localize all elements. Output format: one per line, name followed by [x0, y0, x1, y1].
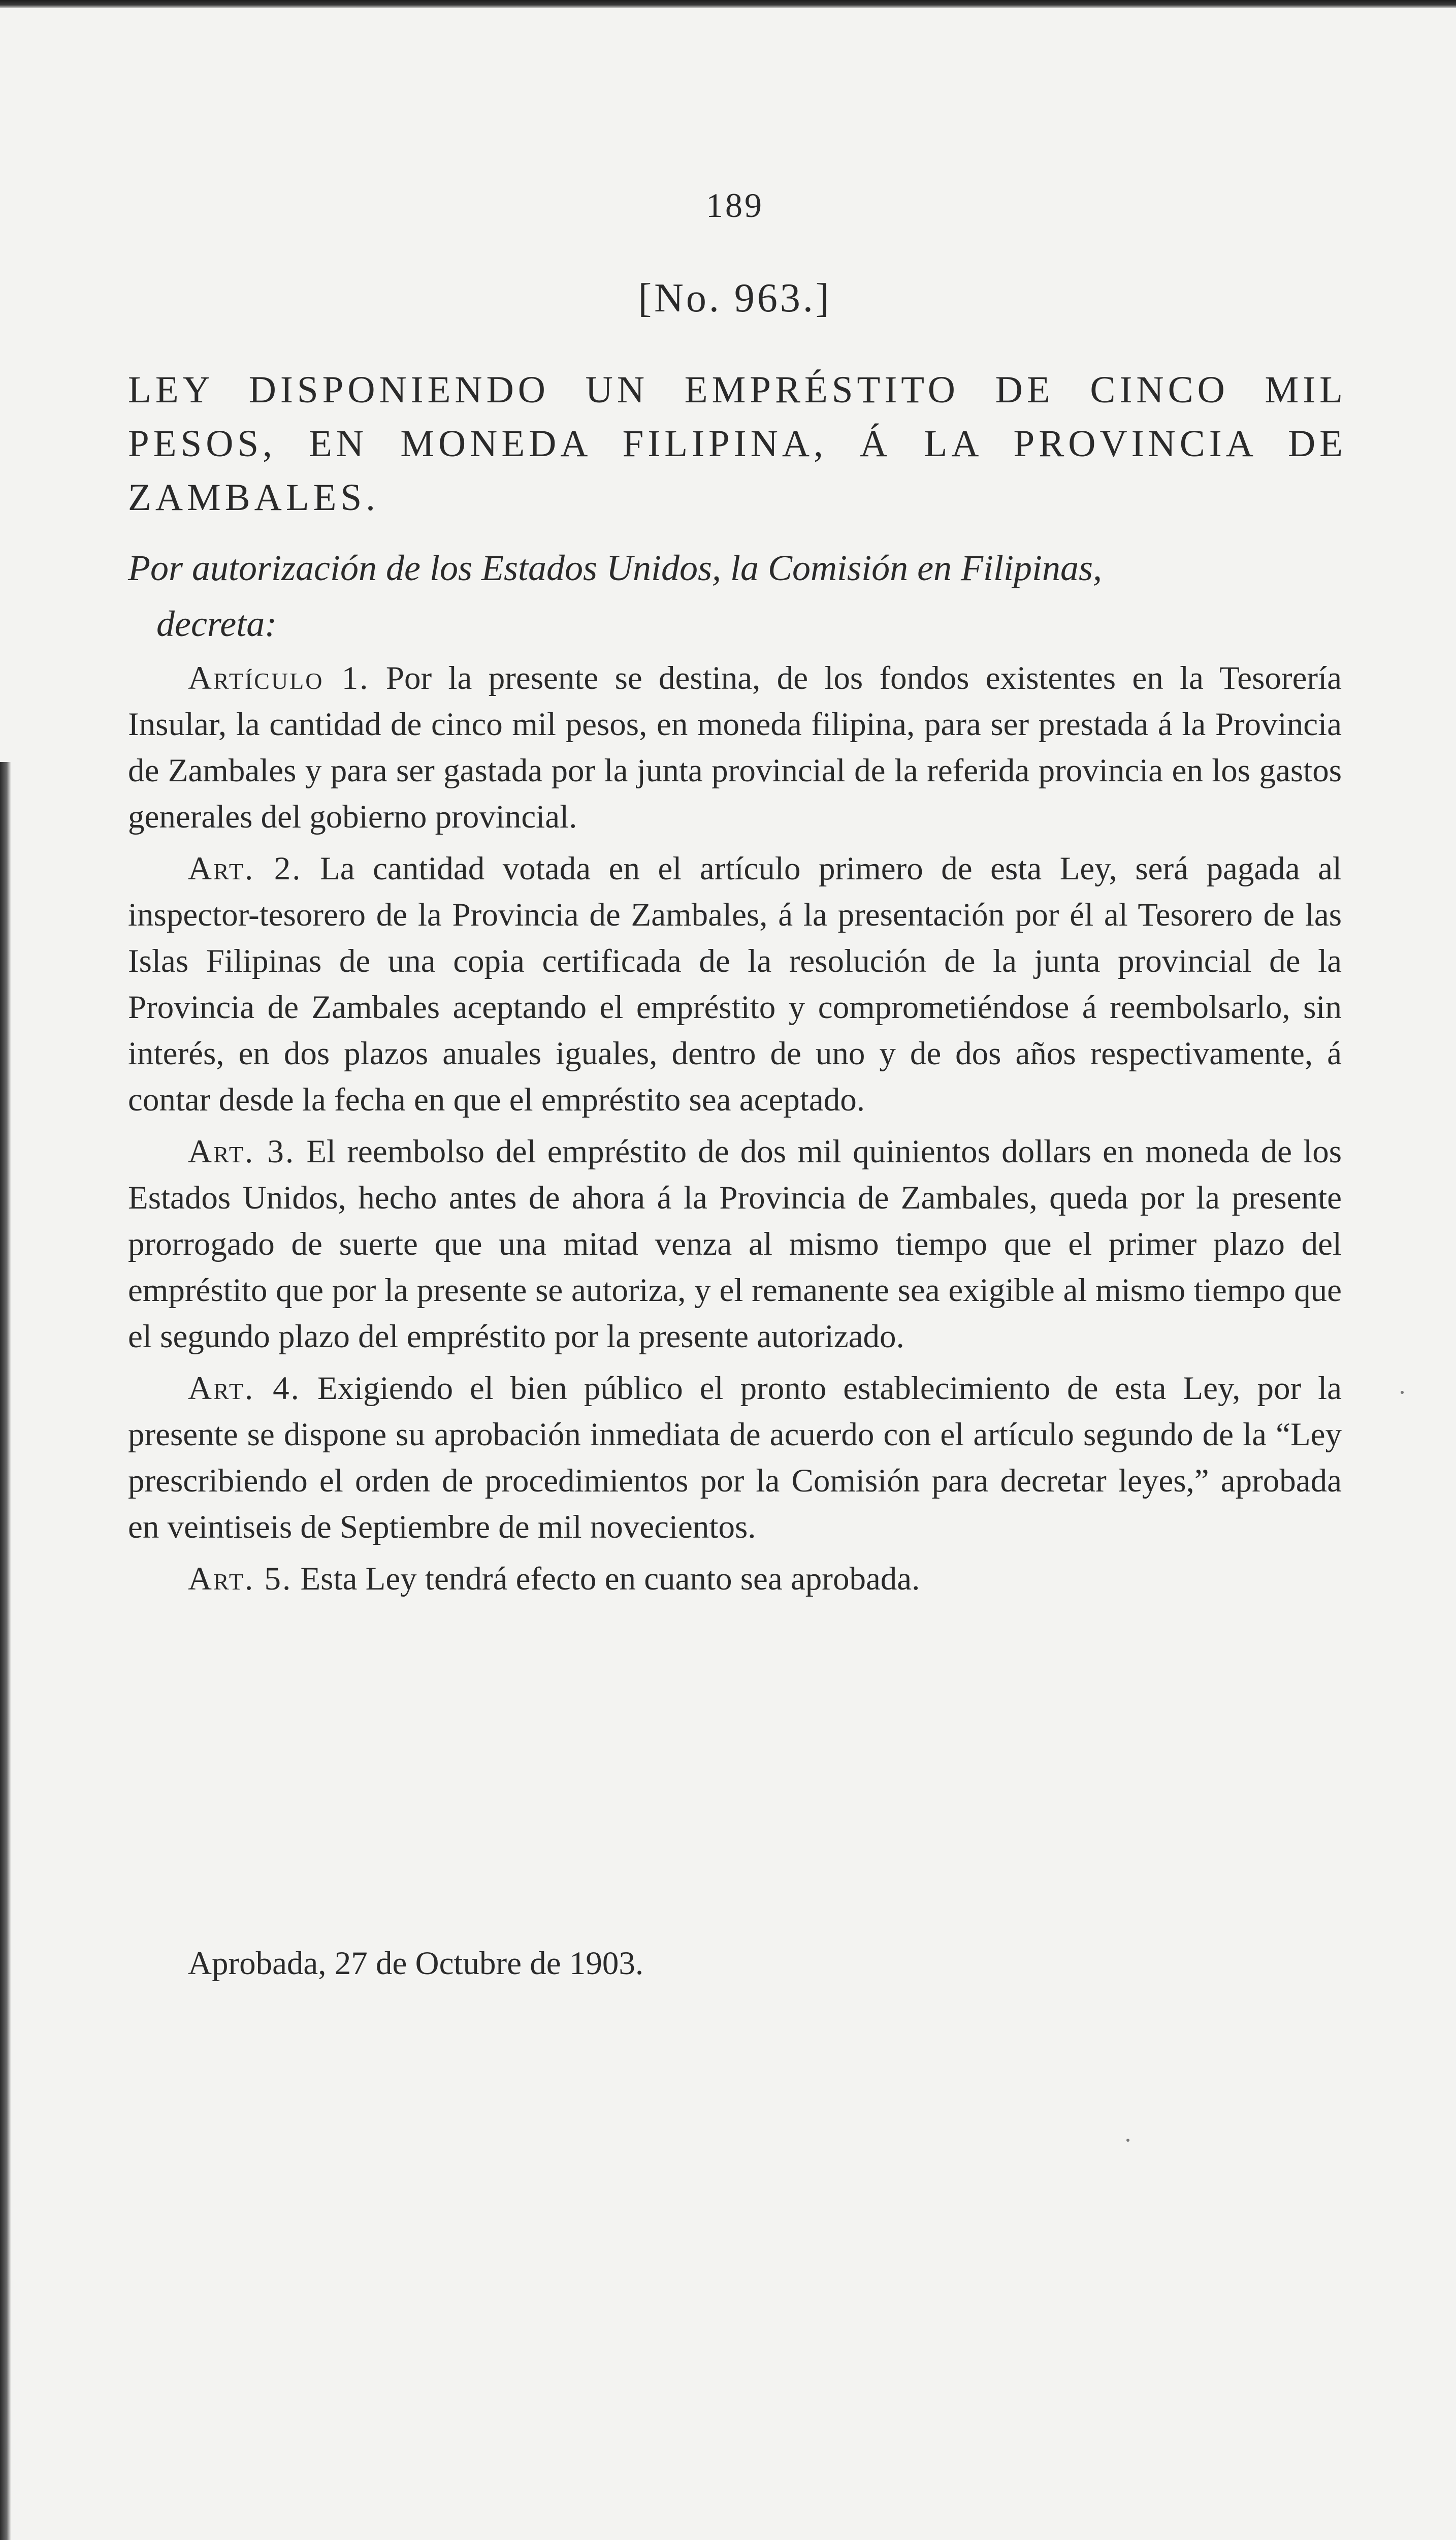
- article-label: Art. 4.: [188, 1370, 301, 1407]
- paper-speck: [1401, 1391, 1404, 1394]
- articles: [128, 655, 1342, 1602]
- article-text: Exigiendo el bien público el pronto establecimiento de esta Ley, por la presente se dispone su aprobación inmediata de acuerdo con el artículo segundo de la “Ley prescribiendo el orden de procedimientos por la Comisión para decretar leyes,” aprobada en veintiseis de Septiembre de mil novecientos.: [128, 1370, 1342, 1545]
- article-2: [128, 846, 1342, 1123]
- article-text: La cantidad votada en el artículo primero de esta Ley, será pagada al inspector-tesorero de la Provincia de Zambales, á la presentación por él al Tesorero de las Islas Filipinas de una copia certificada de la resolución de la junta provincial de la Provincia de Zambales aceptando el empréstito y comprometiéndose á reembolsarlo, sin interés, en dos plazos anuales iguales, dentro de uno y de dos años respectivamente, á contar desde la fecha en que el empréstito sea aceptado.: [128, 850, 1342, 1118]
- enacting-clause-line-1: Por autorización de los Estados Unidos, la Comisión en Filipinas,: [128, 548, 1103, 588]
- article-text: Por la presente se destina, de los fondos existentes en la Tesorería Insular, la cantidad de cinco mil pesos, en moneda filipina, para ser prestada á la Provincia de Zambales y para ser gastada por la junta provincial de la referida provincia en los gastos generales del gobierno provincial.: [128, 660, 1342, 835]
- article-label: Artículo 1.: [188, 660, 370, 696]
- article-label: Art. 5.: [188, 1561, 293, 1597]
- act-number: [No. 963.]: [638, 276, 832, 321]
- scan-top-edge: [0, 0, 1456, 8]
- enacting-clause: [128, 540, 1342, 652]
- article-5: [128, 1556, 1342, 1602]
- enacting-clause-line-2: decreta:: [156, 604, 277, 644]
- law-title: LEY DISPONIENDO UN EMPRÉSTITO DE CINCO MIL PESOS, EN MONEDA FILIPINA, Á LA PROVINCIA DE ZAMBALES.: [128, 369, 1347, 519]
- article-text: Esta Ley tendrá efecto en cuanto sea aprobada.: [300, 1561, 920, 1597]
- page-number: 189: [706, 186, 764, 225]
- article-3: [128, 1129, 1342, 1360]
- article-label: Art. 2.: [188, 850, 302, 887]
- article-label: Art. 3.: [188, 1133, 296, 1170]
- approval-date: Aprobada, 27 de Octubre de 1903.: [188, 1945, 644, 1982]
- article-text: El reembolso del empréstito de dos mil quinientos dollars en moneda de los Estados Unidos, hecho antes de ahora á la Provincia de Zambales, queda por la presente prorrogado de suerte que una mitad venza al mismo tiempo que el primer plazo del empréstito que por la presente se autoriza, y el remanente sea exigible al mismo tiempo que el segundo plazo del empréstito por la presente autorizado.: [128, 1133, 1342, 1355]
- paper-speck: [1126, 2139, 1129, 2142]
- article-1: [128, 655, 1342, 840]
- scan-binding-edge: [0, 762, 11, 2540]
- article-4: [128, 1366, 1342, 1550]
